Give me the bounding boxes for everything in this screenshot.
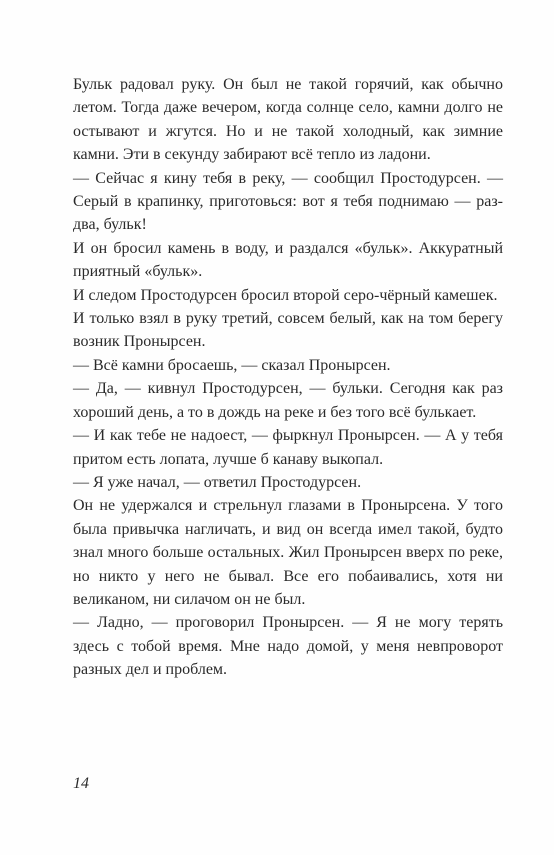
paragraph: Он не удержался и стрельнул глазами в Пронырсена. У того была привычка нагличать, и вид он всегда имел такой, будто знал много больше остальных. Жил Пронырсен вверх по реке, но никто у него не бывал. Все его побаивались, хотя ни великаном, ни силачом он не был. bbox=[73, 497, 503, 608]
paragraph: — Да, — кивнул Простодурсен, — бульки. Сегодня как раз хороший день, а то в дождь на реке и без того всё булькает. bbox=[73, 380, 503, 421]
body-text bbox=[73, 73, 503, 682]
paragraph: — Ладно, — проговорил Пронырсен. — Я не могу терять здесь с тобой время. Мне надо домой, у меня невпроворот разных дел и проблем. bbox=[73, 614, 503, 679]
paragraph: И следом Простодурсен бросил второй серо-чёрный камешек. bbox=[73, 286, 498, 304]
paragraph: — Всё камни бросаешь, — сказал Пронырсен. bbox=[73, 356, 391, 374]
paragraph: — Сейчас я кину тебя в реку, — сообщил Простодурсен. — Серый в крапинку, приготовься: вот я тебя поднимаю — раз-два, бульк! bbox=[73, 169, 503, 234]
paragraph: И он бросил камень в воду, и раздался «бульк». Аккуратный приятный «бульк». bbox=[73, 239, 503, 281]
paragraph: Бульк радовал руку. Он был не такой горячий, как обычно летом. Тогда даже вечером, когда солнце село, камни долго не остывают и жгутся. Но и не такой холодный, как зимние камни. Эти в секунду забирают всё тепло из ладони. bbox=[73, 76, 503, 164]
paragraph: — И как тебе не надоест, — фыркнул Пронырсен. — А у тебя притом есть лопата, лучше б канаву выкопал. bbox=[73, 427, 503, 468]
paragraph: И только взял в руку третий, совсем белый, как на том берегу возник Пронырсен. bbox=[73, 310, 503, 351]
paragraph: — Я уже начал, — ответил Простодурсен. bbox=[73, 473, 362, 491]
page-number: 14 bbox=[73, 775, 89, 792]
